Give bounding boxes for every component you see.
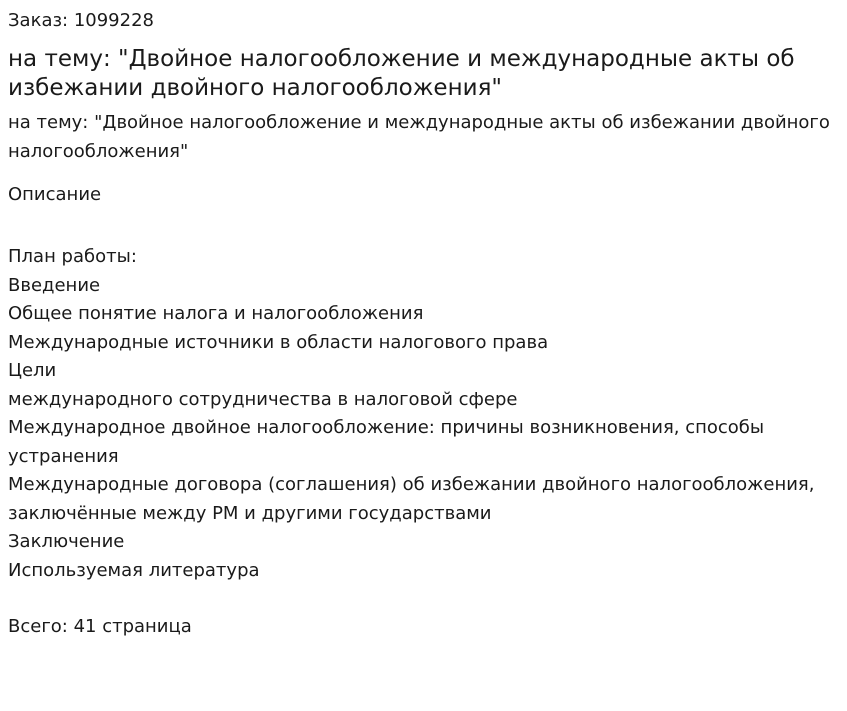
description-label: Описание [8,184,102,205]
order-number: Заказ: 1099228 [8,10,154,31]
list-item: Используемая литература [8,559,260,581]
list-item: Международные источники в области налогового права [8,331,549,353]
list-item: Заключение [8,531,125,552]
page-subtitle: на тему: "Двойное налогообложение и международные акты об избежании двойного налогообложения" [8,112,830,162]
list-item: Международное двойное налогообложение: причины возникновения, способы устранения [8,417,765,467]
list-item: международного сотрудничества в налоговой сфере [8,388,518,410]
work-plan-title: План работы: [8,246,137,267]
list-item: Общее понятие налога и налогообложения [8,303,424,324]
page-title: на тему: "Двойное налогообложение и международные акты об избежании двойного налогообложения" [8,46,795,101]
list-item: Цели [8,360,57,381]
page-count: Всего: 41 страница [8,616,192,637]
work-plan-list [8,243,838,585]
list-item: Международные договора (соглашения) об избежании двойного налогообложения, заключённые между РМ и другими государствами [8,474,815,524]
list-item: Введение [8,274,101,296]
